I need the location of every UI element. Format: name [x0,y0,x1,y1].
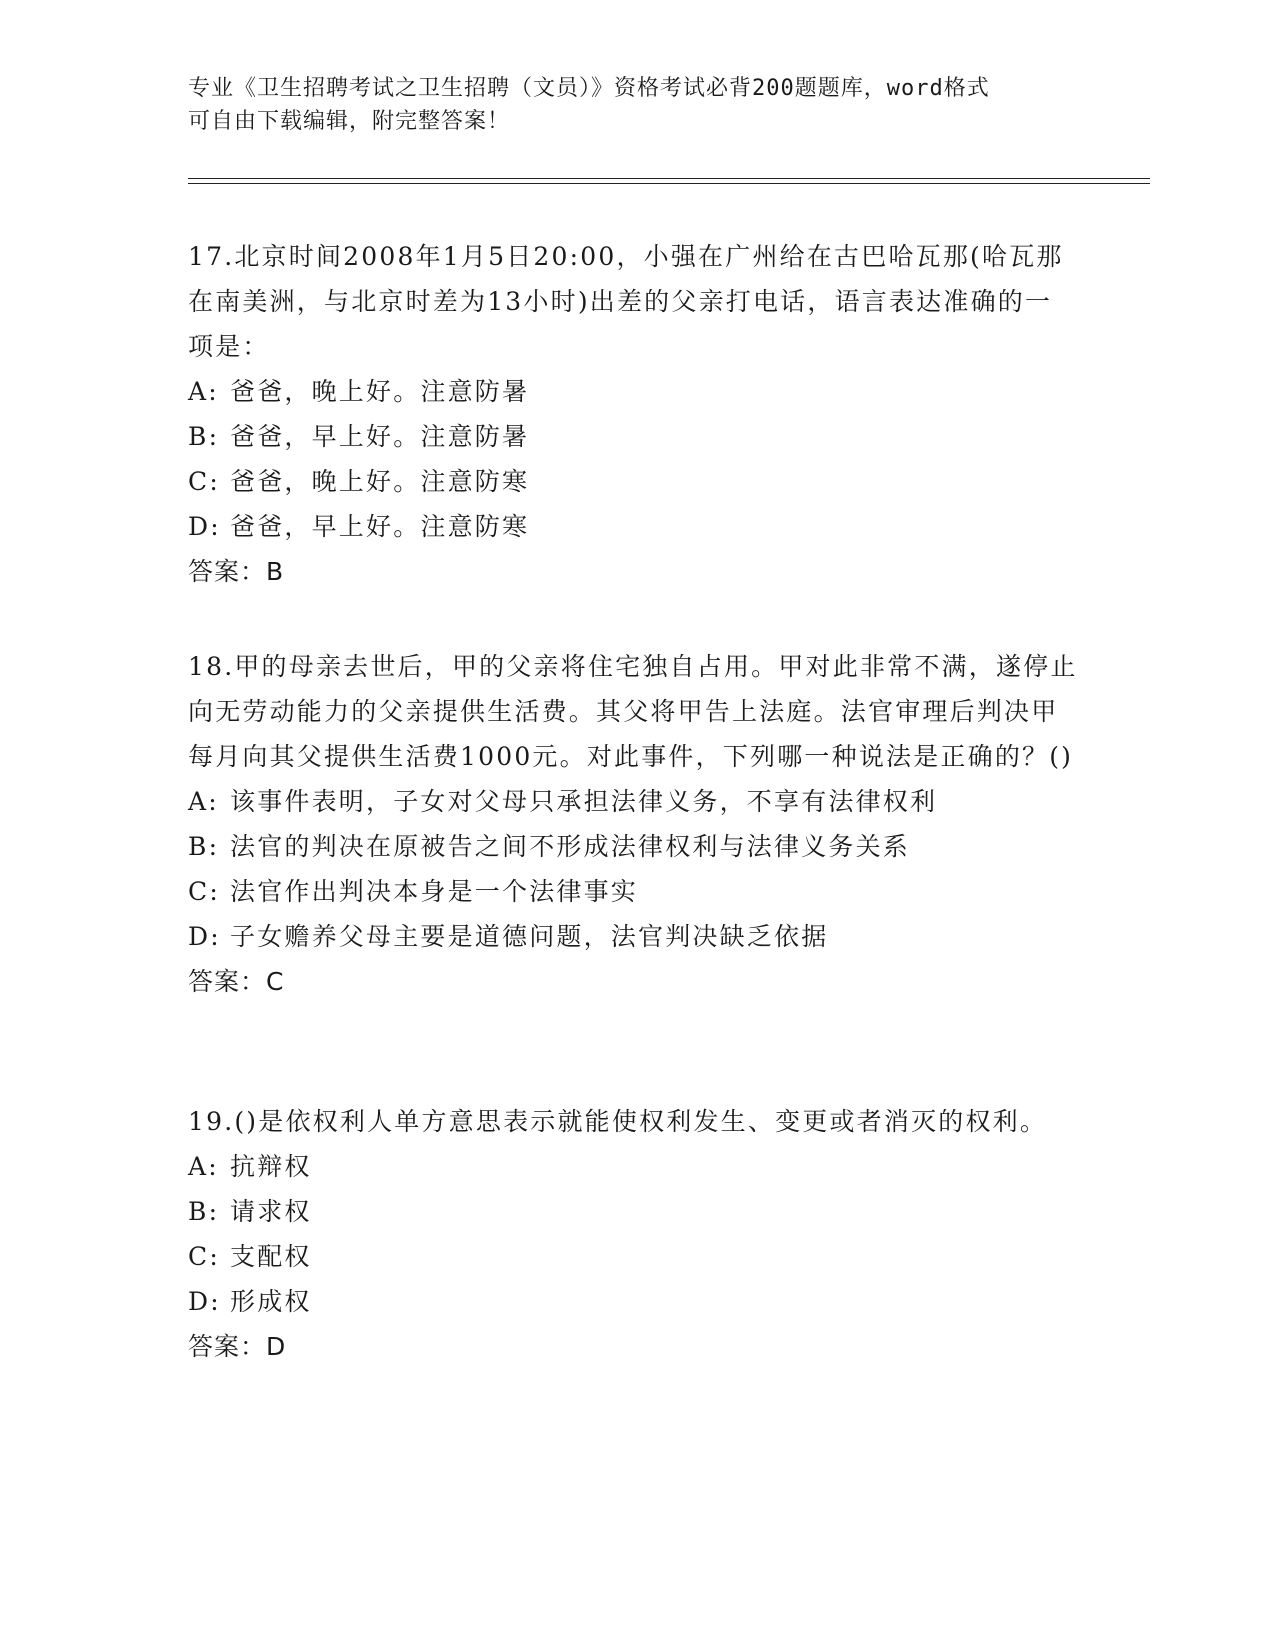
header-divider-top [188,178,1150,179]
option-text: 请求权 [230,1197,312,1226]
option-letter: D: [188,922,221,951]
option-text: 形成权 [230,1287,312,1316]
question-17 [188,234,1078,594]
option-b [188,1189,1078,1234]
option-letter: A: [188,1152,219,1181]
option-text: 法官作出判决本身是一个法律事实 [230,877,639,906]
question-text: 17.北京时间2008年1月5日20:00，小强在广州给在古巴哈瓦那(哈瓦那在南美洲，与北京时差为13小时)出差的父亲打电话，语言表达准确的一项是： [188,242,1064,361]
option-text: 爸爸，晚上好。注意防暑 [230,377,530,406]
option-text: 法官的判决在原被告之间不形成法律权利与法律义务关系 [230,832,911,861]
option-a [188,1144,1078,1189]
option-b [188,824,1078,869]
option-letter: C: [188,467,220,496]
option-d [188,1279,1078,1324]
option-letter: B: [188,1197,220,1226]
answer-label: 答案：D [188,1332,287,1361]
question-18 [188,644,1078,1004]
option-b [188,414,1078,459]
option-text: 支配权 [230,1242,312,1271]
option-letter: C: [188,1242,220,1271]
option-letter: D: [188,1287,221,1316]
question-text: 19.()是依权利人单方意思表示就能使权利发生、变更或者消灭的权利。 [188,1107,1048,1136]
option-text: 爸爸，晚上好。注意防寒 [230,467,530,496]
option-letter: C: [188,877,220,906]
option-letter: B: [188,422,220,451]
option-letter: D: [188,512,221,541]
header-divider-bottom [188,183,1150,184]
document-header [188,72,1088,138]
option-d [188,914,1078,959]
option-c [188,459,1078,504]
option-letter: A: [188,787,219,816]
option-letter: B: [188,832,220,861]
option-c [188,1234,1078,1279]
option-a [188,779,1078,824]
option-letter: A: [188,377,219,406]
header-line-1: 专业《卫生招聘考试之卫生招聘（文员）》资格考试必背200题题库，word格式 [188,76,990,101]
question-text: 18.甲的母亲去世后，甲的父亲将住宅独自占用。甲对此非常不满，遂停止向无劳动能力的父亲提供生活费。其父将甲告上法庭。法官审理后判决甲每月向其父提供生活费1000元。对此事件，下列哪一种说法是正确的？() [188,652,1078,771]
option-d [188,504,1078,549]
option-a [188,369,1078,414]
answer-label: 答案：B [188,557,285,586]
option-text: 子女赡养父母主要是道德问题，法官判决缺乏依据 [230,922,829,951]
option-text: 抗辩权 [230,1152,312,1181]
question-19 [188,1099,1078,1369]
option-text: 该事件表明，子女对父母只承担法律义务，不享有法律权利 [230,787,938,816]
answer-label: 答案：C [188,967,285,996]
option-text: 爸爸，早上好。注意防暑 [230,422,530,451]
option-c [188,869,1078,914]
option-text: 爸爸，早上好。注意防寒 [230,512,530,541]
header-line-2: 可自由下载编辑，附完整答案！ [188,109,511,134]
